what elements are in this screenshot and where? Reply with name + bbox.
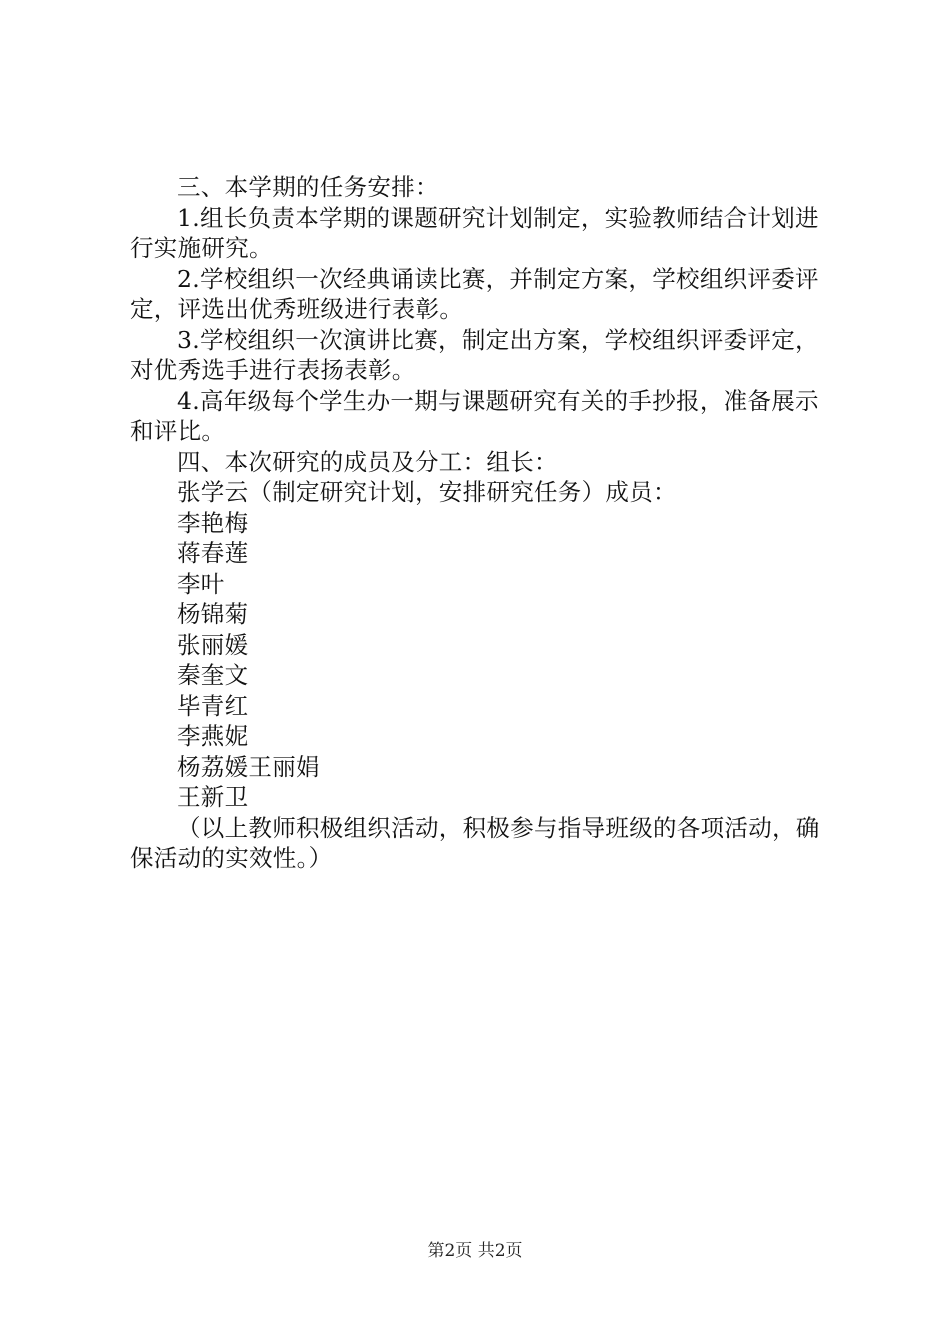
member-name: 蒋春莲: [177, 539, 249, 567]
task-item-2: 2.学校组织一次经典诵读比赛，并制定方案，学校组织评委评定，评选出优秀班级进行表彰。: [130, 264, 819, 323]
document-body: [130, 172, 830, 874]
page-footer: 第2页 共2页: [427, 1241, 523, 1261]
member-name: 李艳梅: [177, 508, 249, 537]
member-name: 毕青红: [177, 691, 249, 720]
task-item-4: 4.高年级每个学生办一期与课题研究有关的手抄报，准备展示和评比。: [130, 386, 819, 445]
task-item-3: 3.学校组织一次演讲比赛，制定出方案，学校组织评委评定，对优秀选手进行表扬表彰。: [130, 325, 819, 384]
member-name: 王新卫: [177, 783, 249, 811]
member-name: 李燕妮: [177, 722, 249, 750]
member-name: 张丽媛: [177, 630, 249, 659]
member-name: 杨荔媛王丽娟: [177, 752, 320, 781]
section-heading-members: 四、本次研究的成员及分工：组长：: [177, 447, 558, 476]
member-name: 杨锦菊: [177, 600, 249, 628]
member-name: 秦奎文: [177, 661, 249, 689]
task-item-1: 1.组长负责本学期的课题研究计划制定，实验教师结合计划进行实施研究。: [130, 203, 819, 262]
section-heading-tasks: 三、本学期的任务安排：: [177, 173, 439, 201]
group-leader-line: 张学云（制定研究计划，安排研究任务）成员：: [177, 478, 677, 506]
closing-note: （以上教师积极组织活动，积极参与指导班级的各项活动，确保活动的实效性。）: [130, 813, 820, 872]
member-name: 李叶: [177, 569, 225, 598]
